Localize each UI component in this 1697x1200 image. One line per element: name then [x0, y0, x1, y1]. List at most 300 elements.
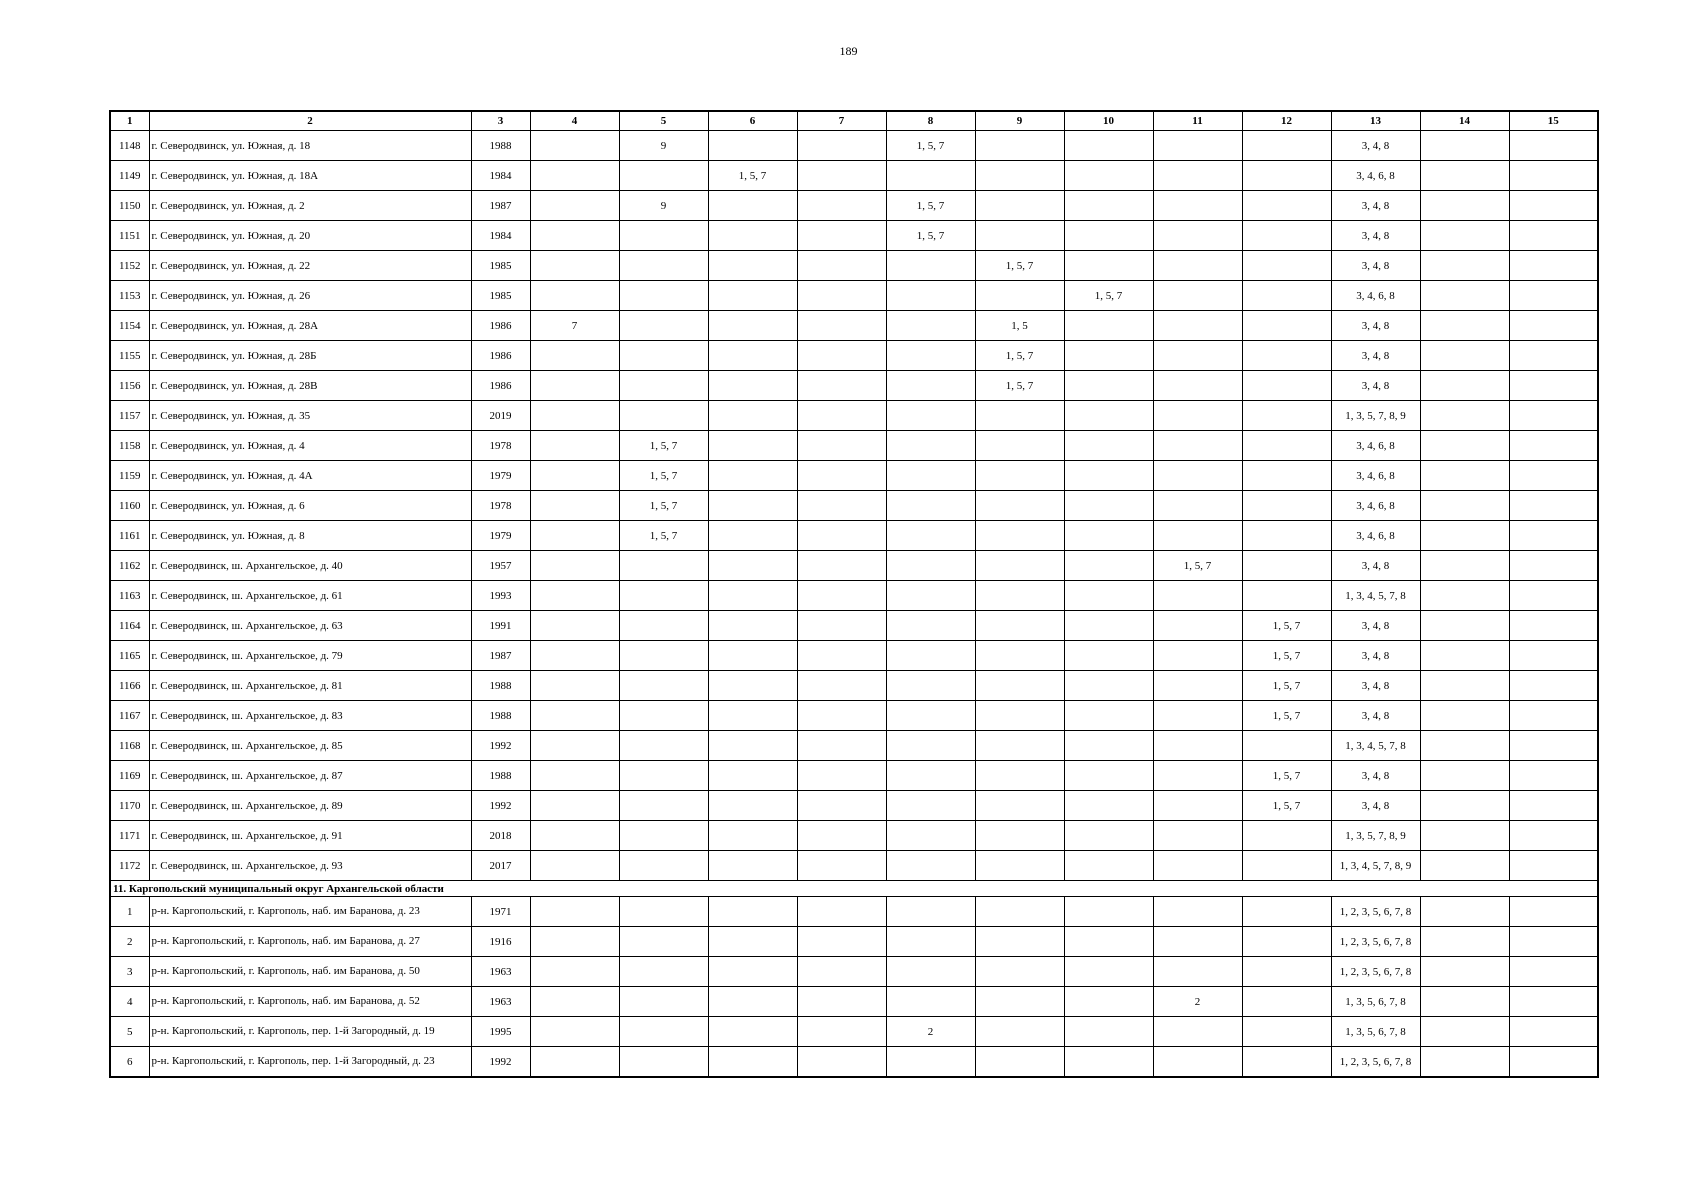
value-cell	[708, 851, 797, 881]
value-cell	[975, 987, 1064, 1017]
value-cell	[886, 927, 975, 957]
year-cell: 1985	[471, 281, 530, 311]
address-cell: г. Северодвинск, ш. Архангельское, д. 79	[149, 641, 471, 671]
value-cell	[886, 851, 975, 881]
value-cell	[619, 927, 708, 957]
value-cell: 1, 5, 7	[619, 521, 708, 551]
value-cell	[619, 161, 708, 191]
address-cell: р-н. Каргопольский, г. Каргополь, пер. 1-й Загородный, д. 19	[149, 1017, 471, 1047]
value-cell	[886, 371, 975, 401]
value-cell: 3, 4, 6, 8	[1331, 161, 1420, 191]
value-cell	[1153, 281, 1242, 311]
value-cell	[1064, 957, 1153, 987]
table-row	[110, 431, 1598, 461]
year-cell: 1987	[471, 191, 530, 221]
value-cell: 3, 4, 8	[1331, 671, 1420, 701]
value-cell: 3, 4, 6, 8	[1331, 431, 1420, 461]
column-header: 2	[149, 111, 471, 131]
value-cell	[530, 161, 619, 191]
value-cell	[1242, 581, 1331, 611]
value-cell	[708, 491, 797, 521]
value-cell	[975, 791, 1064, 821]
value-cell	[530, 401, 619, 431]
value-cell	[1242, 311, 1331, 341]
year-cell: 1971	[471, 897, 530, 927]
section-row	[110, 881, 1598, 897]
value-cell	[708, 281, 797, 311]
value-cell	[530, 851, 619, 881]
address-cell: г. Северодвинск, ш. Архангельское, д. 85	[149, 731, 471, 761]
value-cell	[1242, 491, 1331, 521]
column-header: 10	[1064, 111, 1153, 131]
value-cell	[1420, 821, 1509, 851]
address-cell: г. Северодвинск, ул. Южная, д. 28Б	[149, 341, 471, 371]
year-cell: 1992	[471, 1047, 530, 1078]
value-cell	[708, 131, 797, 161]
value-cell: 1, 3, 5, 6, 7, 8	[1331, 1017, 1420, 1047]
value-cell	[1509, 791, 1598, 821]
value-cell	[708, 311, 797, 341]
row-number: 1161	[110, 521, 149, 551]
value-cell	[619, 851, 708, 881]
value-cell: 1, 2, 3, 5, 6, 7, 8	[1331, 957, 1420, 987]
value-cell	[797, 341, 886, 371]
row-number: 6	[110, 1047, 149, 1078]
value-cell	[1420, 987, 1509, 1017]
year-cell: 2017	[471, 851, 530, 881]
table-row	[110, 461, 1598, 491]
value-cell	[1242, 161, 1331, 191]
value-cell	[1420, 461, 1509, 491]
row-number: 1	[110, 897, 149, 927]
value-cell	[886, 461, 975, 491]
value-cell	[975, 897, 1064, 927]
row-number: 1158	[110, 431, 149, 461]
table-row	[110, 521, 1598, 551]
value-cell	[708, 761, 797, 791]
value-cell	[886, 641, 975, 671]
year-cell: 1963	[471, 957, 530, 987]
address-cell: г. Северодвинск, ул. Южная, д. 6	[149, 491, 471, 521]
value-cell	[886, 551, 975, 581]
value-cell	[975, 551, 1064, 581]
value-cell	[1509, 281, 1598, 311]
value-cell	[797, 641, 886, 671]
value-cell: 3, 4, 6, 8	[1331, 491, 1420, 521]
address-cell: г. Северодвинск, ш. Архангельское, д. 61	[149, 581, 471, 611]
row-number: 1154	[110, 311, 149, 341]
value-cell	[1064, 927, 1153, 957]
value-cell	[1509, 761, 1598, 791]
table-row	[110, 491, 1598, 521]
value-cell	[1153, 491, 1242, 521]
address-cell: г. Северодвинск, ш. Архангельское, д. 87	[149, 761, 471, 791]
value-cell	[708, 701, 797, 731]
value-cell: 1, 5, 7	[975, 251, 1064, 281]
row-number: 1168	[110, 731, 149, 761]
value-cell	[975, 1017, 1064, 1047]
value-cell: 1, 5	[975, 311, 1064, 341]
value-cell	[1153, 431, 1242, 461]
address-cell: р-н. Каргопольский, г. Каргополь, наб. им Баранова, д. 27	[149, 927, 471, 957]
value-cell	[1420, 701, 1509, 731]
value-cell	[708, 1047, 797, 1078]
value-cell	[619, 251, 708, 281]
year-cell: 1988	[471, 671, 530, 701]
value-cell: 1, 5, 7	[619, 491, 708, 521]
value-cell	[1064, 551, 1153, 581]
value-cell	[1509, 371, 1598, 401]
value-cell	[1420, 1047, 1509, 1078]
value-cell	[1420, 341, 1509, 371]
value-cell: 1, 5, 7	[1153, 551, 1242, 581]
value-cell	[975, 281, 1064, 311]
value-cell	[619, 641, 708, 671]
value-cell	[708, 611, 797, 641]
value-cell	[530, 641, 619, 671]
value-cell	[530, 791, 619, 821]
address-cell: г. Северодвинск, ш. Архангельское, д. 83	[149, 701, 471, 731]
value-cell: 9	[619, 191, 708, 221]
value-cell	[797, 551, 886, 581]
value-cell: 1, 3, 5, 7, 8, 9	[1331, 821, 1420, 851]
address-cell: г. Северодвинск, ул. Южная, д. 35	[149, 401, 471, 431]
value-cell	[975, 701, 1064, 731]
table-header-row	[110, 111, 1598, 131]
value-cell: 3, 4, 8	[1331, 611, 1420, 641]
value-cell	[1064, 761, 1153, 791]
value-cell	[1153, 897, 1242, 927]
value-cell	[1242, 957, 1331, 987]
value-cell	[1509, 431, 1598, 461]
value-cell	[1242, 987, 1331, 1017]
value-cell	[797, 311, 886, 341]
row-number: 1155	[110, 341, 149, 371]
address-cell: р-н. Каргопольский, г. Каргополь, наб. им Баранова, д. 52	[149, 987, 471, 1017]
value-cell	[530, 957, 619, 987]
value-cell	[619, 371, 708, 401]
value-cell: 3, 4, 8	[1331, 341, 1420, 371]
value-cell	[619, 551, 708, 581]
value-cell	[1509, 251, 1598, 281]
value-cell: 1, 5, 7	[1242, 641, 1331, 671]
value-cell: 2	[1153, 987, 1242, 1017]
value-cell	[886, 761, 975, 791]
value-cell	[797, 611, 886, 641]
value-cell	[975, 611, 1064, 641]
page-number: 189	[839, 44, 858, 58]
value-cell	[1509, 491, 1598, 521]
value-cell	[530, 1017, 619, 1047]
row-number: 1159	[110, 461, 149, 491]
value-cell	[1064, 791, 1153, 821]
value-cell	[975, 1047, 1064, 1078]
value-cell	[530, 551, 619, 581]
value-cell	[1509, 671, 1598, 701]
value-cell	[530, 371, 619, 401]
year-cell: 2018	[471, 821, 530, 851]
value-cell: 1, 5, 7	[1242, 671, 1331, 701]
column-header: 14	[1420, 111, 1509, 131]
address-cell: г. Северодвинск, ш. Архангельское, д. 89	[149, 791, 471, 821]
value-cell	[619, 987, 708, 1017]
row-number: 1149	[110, 161, 149, 191]
value-cell	[1420, 431, 1509, 461]
row-number: 1162	[110, 551, 149, 581]
value-cell: 1, 5, 7	[1242, 791, 1331, 821]
row-number: 4	[110, 987, 149, 1017]
row-number: 1166	[110, 671, 149, 701]
year-cell: 1978	[471, 491, 530, 521]
table-row	[110, 161, 1598, 191]
value-cell	[1420, 401, 1509, 431]
value-cell	[975, 927, 1064, 957]
value-cell	[975, 191, 1064, 221]
value-cell	[797, 491, 886, 521]
value-cell	[1509, 131, 1598, 161]
value-cell	[1242, 131, 1331, 161]
column-header: 6	[708, 111, 797, 131]
value-cell	[797, 1017, 886, 1047]
value-cell	[1509, 731, 1598, 761]
value-cell	[1153, 311, 1242, 341]
value-cell	[1242, 897, 1331, 927]
value-cell: 3, 4, 6, 8	[1331, 461, 1420, 491]
value-cell	[1064, 521, 1153, 551]
value-cell	[530, 987, 619, 1017]
value-cell	[886, 581, 975, 611]
row-number: 1151	[110, 221, 149, 251]
value-cell	[619, 671, 708, 701]
value-cell	[1153, 701, 1242, 731]
value-cell	[797, 521, 886, 551]
value-cell	[1153, 1047, 1242, 1078]
value-cell	[1420, 491, 1509, 521]
value-cell	[619, 611, 708, 641]
value-cell	[1153, 191, 1242, 221]
column-header: 3	[471, 111, 530, 131]
year-cell: 1992	[471, 791, 530, 821]
value-cell	[619, 897, 708, 927]
value-cell	[886, 401, 975, 431]
value-cell	[1064, 731, 1153, 761]
value-cell	[797, 851, 886, 881]
value-cell	[1064, 1047, 1153, 1078]
value-cell	[1420, 671, 1509, 701]
value-cell	[1153, 611, 1242, 641]
value-cell	[886, 1047, 975, 1078]
column-header: 8	[886, 111, 975, 131]
column-header: 11	[1153, 111, 1242, 131]
value-cell	[619, 401, 708, 431]
table-row	[110, 341, 1598, 371]
value-cell	[530, 701, 619, 731]
value-cell	[1064, 371, 1153, 401]
column-header: 13	[1331, 111, 1420, 131]
table-row	[110, 401, 1598, 431]
value-cell	[530, 281, 619, 311]
row-number: 1171	[110, 821, 149, 851]
buildings-table	[109, 110, 1599, 1078]
value-cell	[1420, 521, 1509, 551]
value-cell	[797, 581, 886, 611]
value-cell	[1153, 641, 1242, 671]
value-cell	[708, 791, 797, 821]
value-cell	[1242, 191, 1331, 221]
address-cell: г. Северодвинск, ул. Южная, д. 26	[149, 281, 471, 311]
value-cell	[1509, 401, 1598, 431]
value-cell	[708, 671, 797, 701]
year-cell: 1986	[471, 341, 530, 371]
address-cell: г. Северодвинск, ул. Южная, д. 8	[149, 521, 471, 551]
value-cell	[797, 461, 886, 491]
value-cell	[708, 341, 797, 371]
value-cell	[708, 641, 797, 671]
value-cell	[530, 521, 619, 551]
value-cell	[1420, 551, 1509, 581]
row-number: 2	[110, 927, 149, 957]
value-cell: 1, 5, 7	[886, 221, 975, 251]
value-cell	[1242, 221, 1331, 251]
value-cell	[1509, 701, 1598, 731]
year-cell: 1957	[471, 551, 530, 581]
row-number: 1152	[110, 251, 149, 281]
table-row	[110, 791, 1598, 821]
value-cell: 1, 3, 5, 6, 7, 8	[1331, 987, 1420, 1017]
value-cell	[708, 551, 797, 581]
value-cell	[530, 341, 619, 371]
value-cell	[1153, 521, 1242, 551]
row-number: 1153	[110, 281, 149, 311]
value-cell	[1242, 251, 1331, 281]
value-cell	[1064, 701, 1153, 731]
value-cell	[975, 131, 1064, 161]
value-cell	[619, 701, 708, 731]
value-cell: 3, 4, 8	[1331, 551, 1420, 581]
year-cell: 1979	[471, 461, 530, 491]
value-cell	[1153, 371, 1242, 401]
row-number: 1160	[110, 491, 149, 521]
table-row	[110, 671, 1598, 701]
address-cell: г. Северодвинск, ул. Южная, д. 20	[149, 221, 471, 251]
value-cell	[708, 731, 797, 761]
value-cell	[619, 761, 708, 791]
row-number: 1164	[110, 611, 149, 641]
value-cell	[708, 431, 797, 461]
value-cell: 7	[530, 311, 619, 341]
year-cell: 1991	[471, 611, 530, 641]
value-cell	[1153, 851, 1242, 881]
column-header: 7	[797, 111, 886, 131]
table-row	[110, 281, 1598, 311]
value-cell: 1, 2, 3, 5, 6, 7, 8	[1331, 927, 1420, 957]
value-cell: 3, 4, 8	[1331, 791, 1420, 821]
value-cell	[1064, 641, 1153, 671]
table-row	[110, 641, 1598, 671]
address-cell: г. Северодвинск, ш. Архангельское, д. 81	[149, 671, 471, 701]
value-cell	[797, 1047, 886, 1078]
value-cell	[1153, 1017, 1242, 1047]
value-cell	[708, 1017, 797, 1047]
value-cell	[708, 251, 797, 281]
column-header: 9	[975, 111, 1064, 131]
value-cell	[1064, 131, 1153, 161]
table-row	[110, 821, 1598, 851]
year-cell: 1985	[471, 251, 530, 281]
value-cell	[619, 281, 708, 311]
value-cell	[1509, 461, 1598, 491]
value-cell	[1153, 581, 1242, 611]
value-cell: 1, 5, 7	[1242, 701, 1331, 731]
value-cell	[708, 581, 797, 611]
value-cell: 9	[619, 131, 708, 161]
year-cell: 1993	[471, 581, 530, 611]
value-cell	[886, 791, 975, 821]
value-cell	[619, 957, 708, 987]
value-cell	[530, 131, 619, 161]
value-cell	[975, 671, 1064, 701]
value-cell	[1242, 551, 1331, 581]
value-cell	[886, 987, 975, 1017]
value-cell	[1242, 1047, 1331, 1078]
value-cell	[708, 191, 797, 221]
row-number: 1163	[110, 581, 149, 611]
value-cell	[975, 401, 1064, 431]
value-cell: 3, 4, 8	[1331, 251, 1420, 281]
value-cell	[797, 671, 886, 701]
year-cell: 1986	[471, 311, 530, 341]
row-number: 5	[110, 1017, 149, 1047]
value-cell: 1, 3, 4, 5, 7, 8, 9	[1331, 851, 1420, 881]
year-cell: 1992	[471, 731, 530, 761]
address-cell: г. Северодвинск, ш. Архангельское, д. 40	[149, 551, 471, 581]
value-cell	[1242, 1017, 1331, 1047]
value-cell	[530, 191, 619, 221]
value-cell	[1153, 957, 1242, 987]
value-cell	[530, 461, 619, 491]
value-cell	[1064, 611, 1153, 641]
table-row	[110, 311, 1598, 341]
year-cell: 1988	[471, 761, 530, 791]
value-cell	[797, 131, 886, 161]
value-cell	[886, 521, 975, 551]
table-row	[110, 131, 1598, 161]
value-cell: 1, 5, 7	[886, 191, 975, 221]
year-cell: 1988	[471, 131, 530, 161]
value-cell	[797, 191, 886, 221]
value-cell: 1, 3, 5, 7, 8, 9	[1331, 401, 1420, 431]
year-cell: 1986	[471, 371, 530, 401]
value-cell	[1153, 791, 1242, 821]
year-cell: 1995	[471, 1017, 530, 1047]
value-cell	[1509, 551, 1598, 581]
value-cell	[797, 281, 886, 311]
value-cell	[530, 611, 619, 641]
value-cell	[886, 491, 975, 521]
value-cell	[886, 431, 975, 461]
value-cell: 3, 4, 8	[1331, 641, 1420, 671]
table-row	[110, 251, 1598, 281]
table-row	[110, 1017, 1598, 1047]
value-cell	[1509, 311, 1598, 341]
column-header: 12	[1242, 111, 1331, 131]
table-row	[110, 701, 1598, 731]
value-cell	[1242, 851, 1331, 881]
year-cell: 1916	[471, 927, 530, 957]
value-cell	[975, 431, 1064, 461]
table-row	[110, 221, 1598, 251]
year-cell: 1984	[471, 161, 530, 191]
